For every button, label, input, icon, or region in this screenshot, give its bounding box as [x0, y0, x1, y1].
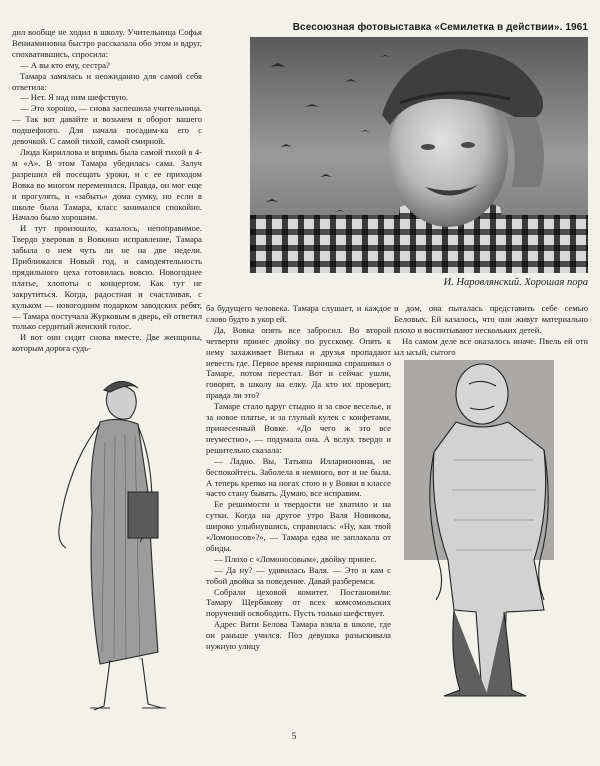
illustration-bald-man: [394, 360, 564, 700]
exhibition-header: Всесоюзная фотовыставка «Семилетка в действии». 1961: [292, 22, 588, 33]
paragraph: — Плохо с «Ломоносовым», двойку принес.: [214, 553, 377, 564]
paragraph: Люда Кириллова и впрямь была самой тихой в 4-м «А». В этом Тамара убедилась сама. Залуч разрешил ей посещать уроки, и с ее приходом Вовка во многом переменился. Правда, он мог еще и прогулять, и «забыть» дома сумку, но если в школе была Тамара, класс занимался спокойно. Начало было хорошим.: [12, 146, 202, 223]
paragraph: Ее решимости и твердости не хватило и на сутки. Когда на другое утро Валя Новикова, широко улыбнувшись, справилась: «Ну, как твой «Ломоносов»?», — Тамара едва не заплакала от обиды.: [206, 499, 391, 553]
paragraph: Собрали цеховой комитет. Постановили: Тамару Щербакову от всех комсомольских поручений освободить. Пусть только шефствует.: [206, 586, 391, 619]
paragraph: — Нет. Я над ним шефствую.: [20, 92, 129, 103]
paragraph: Тамара замялась и неожиданно для самой себя ответила:: [12, 70, 202, 92]
paragraph: — А вы кто ему, сестра?: [20, 59, 110, 70]
right-text-column: [394, 303, 588, 357]
exhibition-photo: [250, 37, 588, 273]
paragraph: дил вообще не ходил в школу. Учительница Софья Вениаминовна быстро рассказала обо этом и вдруг, спохватившись, спросила:: [12, 27, 202, 59]
left-text-column: [12, 27, 202, 362]
photo-boy-in-cap: [250, 37, 588, 273]
paragraph: И вот они сидят снова вместе. Две женщины, которым дорога судь-: [12, 332, 202, 354]
paragraph: — Да ну? — удивилась Валя. — Это и кам с тобой двойка за поведение. Давай разберемся.: [206, 564, 391, 586]
paragraph: И тут произошло, казалось, непоправимое. Твердо уверовав в Вовкино исправление, Тамара забыла о нем чуть ли не на две недели. Приближался Новый год, и самодеятельность прядильного цеха готовилась вовсю. Новогоднее платье, хлопоты с концертом. Как тут не закрутиться. Когда, радостная и счастливая, с кульком — новогодним подарком заводских ребят, — Тамара постучала Журковым в дверь, ей ответил только сердитый женский голос.: [12, 223, 202, 332]
page-number: 5: [291, 732, 297, 742]
photo-caption: И. Наровлянский. Хорошая пора: [443, 277, 588, 288]
paragraph: Да, Вовка опять все забросил. Во второй четверти принес двойку по русскому. Опять к нему захаживает Витька и друзья пропадают невесть где. Первое время парнишка спрашивал о Тамаре, потом перестал. Вот и сейчас ушли, говорят, в школу на елку. Да кто их проверит, правда ли это?: [206, 324, 391, 401]
paragraph: ба будущего человека. Тамара слушает, и каждое слово будто в укор ей.: [206, 303, 391, 324]
paragraph: — Это хорошо, — снова заспешила учительница. — Так вот давайте и возьмем в оборот вашего подшефного. Для начала посадим-ка его с девочкой. С самой тихой, самой смирной.: [12, 103, 202, 147]
illustration-woman-in-coat: [30, 372, 180, 718]
paragraph: На самом деле все оказалось иначе. Пвель ей отн ыл ысый, сытого: [394, 335, 588, 357]
paragraph: — Ладно. Вы, Татьяна Илларионовна, не беспокойтесь. Заболела я немного, вот и не была. А теперь крепко на ногах стою и у Вовки в классе часто стану бывать. Думаю, все исправим.: [206, 455, 391, 499]
middle-text-column: [206, 303, 391, 750]
paragraph: Адрес Вити Белова Тамара взяла в школе, где он раньше учился. Поэ девушка разыскивала нужную улицу: [206, 619, 391, 652]
paragraph: и дом, она пыталась представить себе семью Беловых. Ей казалось, что они живут материально плохо и воспитывают нескольких детей.: [394, 303, 588, 335]
paragraph: Тамаре стало вдруг стыдно и за свое веселье, и за новое платье, и за глупый кулек с конфетами, принесенный Вовке. «До чего ж это все неуместно», — подумала она. А вслух твердо и решительно сказала:: [206, 401, 391, 455]
